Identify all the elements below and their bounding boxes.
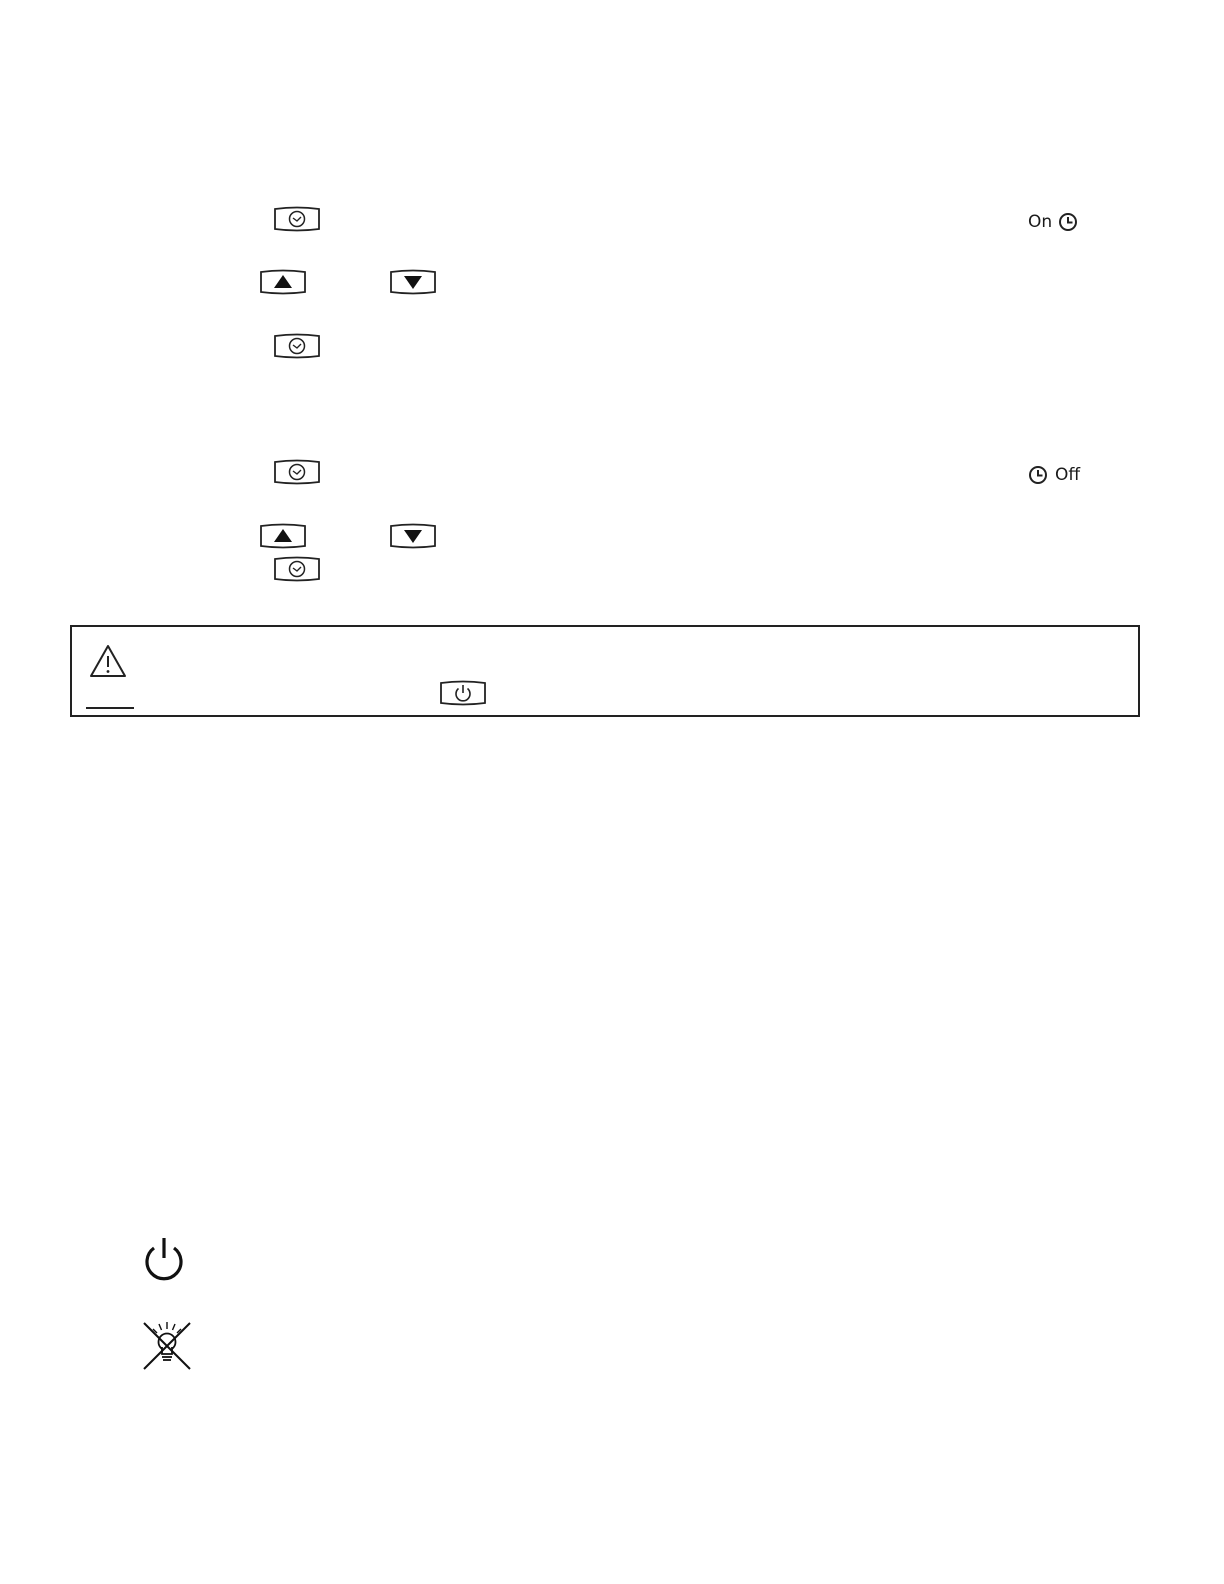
arrow-down-key-icon[interactable]	[388, 269, 438, 295]
power-key-icon[interactable]	[438, 680, 488, 706]
arrow-up-key-icon[interactable]	[258, 269, 308, 295]
timer-key-icon[interactable]	[272, 556, 322, 582]
warning-underline	[86, 707, 134, 709]
clock-status-icon	[1058, 212, 1078, 232]
crossed-out-lamp-icon	[141, 1320, 193, 1372]
arrow-down-key-icon[interactable]	[388, 523, 438, 549]
warning-box	[70, 625, 1140, 717]
clock-status-icon	[1028, 465, 1048, 485]
power-symbol-icon	[142, 1236, 186, 1282]
timer-key-icon[interactable]	[272, 333, 322, 359]
timer-off-label: Off	[1055, 465, 1081, 485]
warning-triangle-icon	[88, 643, 128, 679]
arrow-up-key-icon[interactable]	[258, 523, 308, 549]
timer-on-label: On	[1028, 212, 1053, 232]
timer-key-icon[interactable]	[272, 459, 322, 485]
timer-key-icon[interactable]	[272, 206, 322, 232]
